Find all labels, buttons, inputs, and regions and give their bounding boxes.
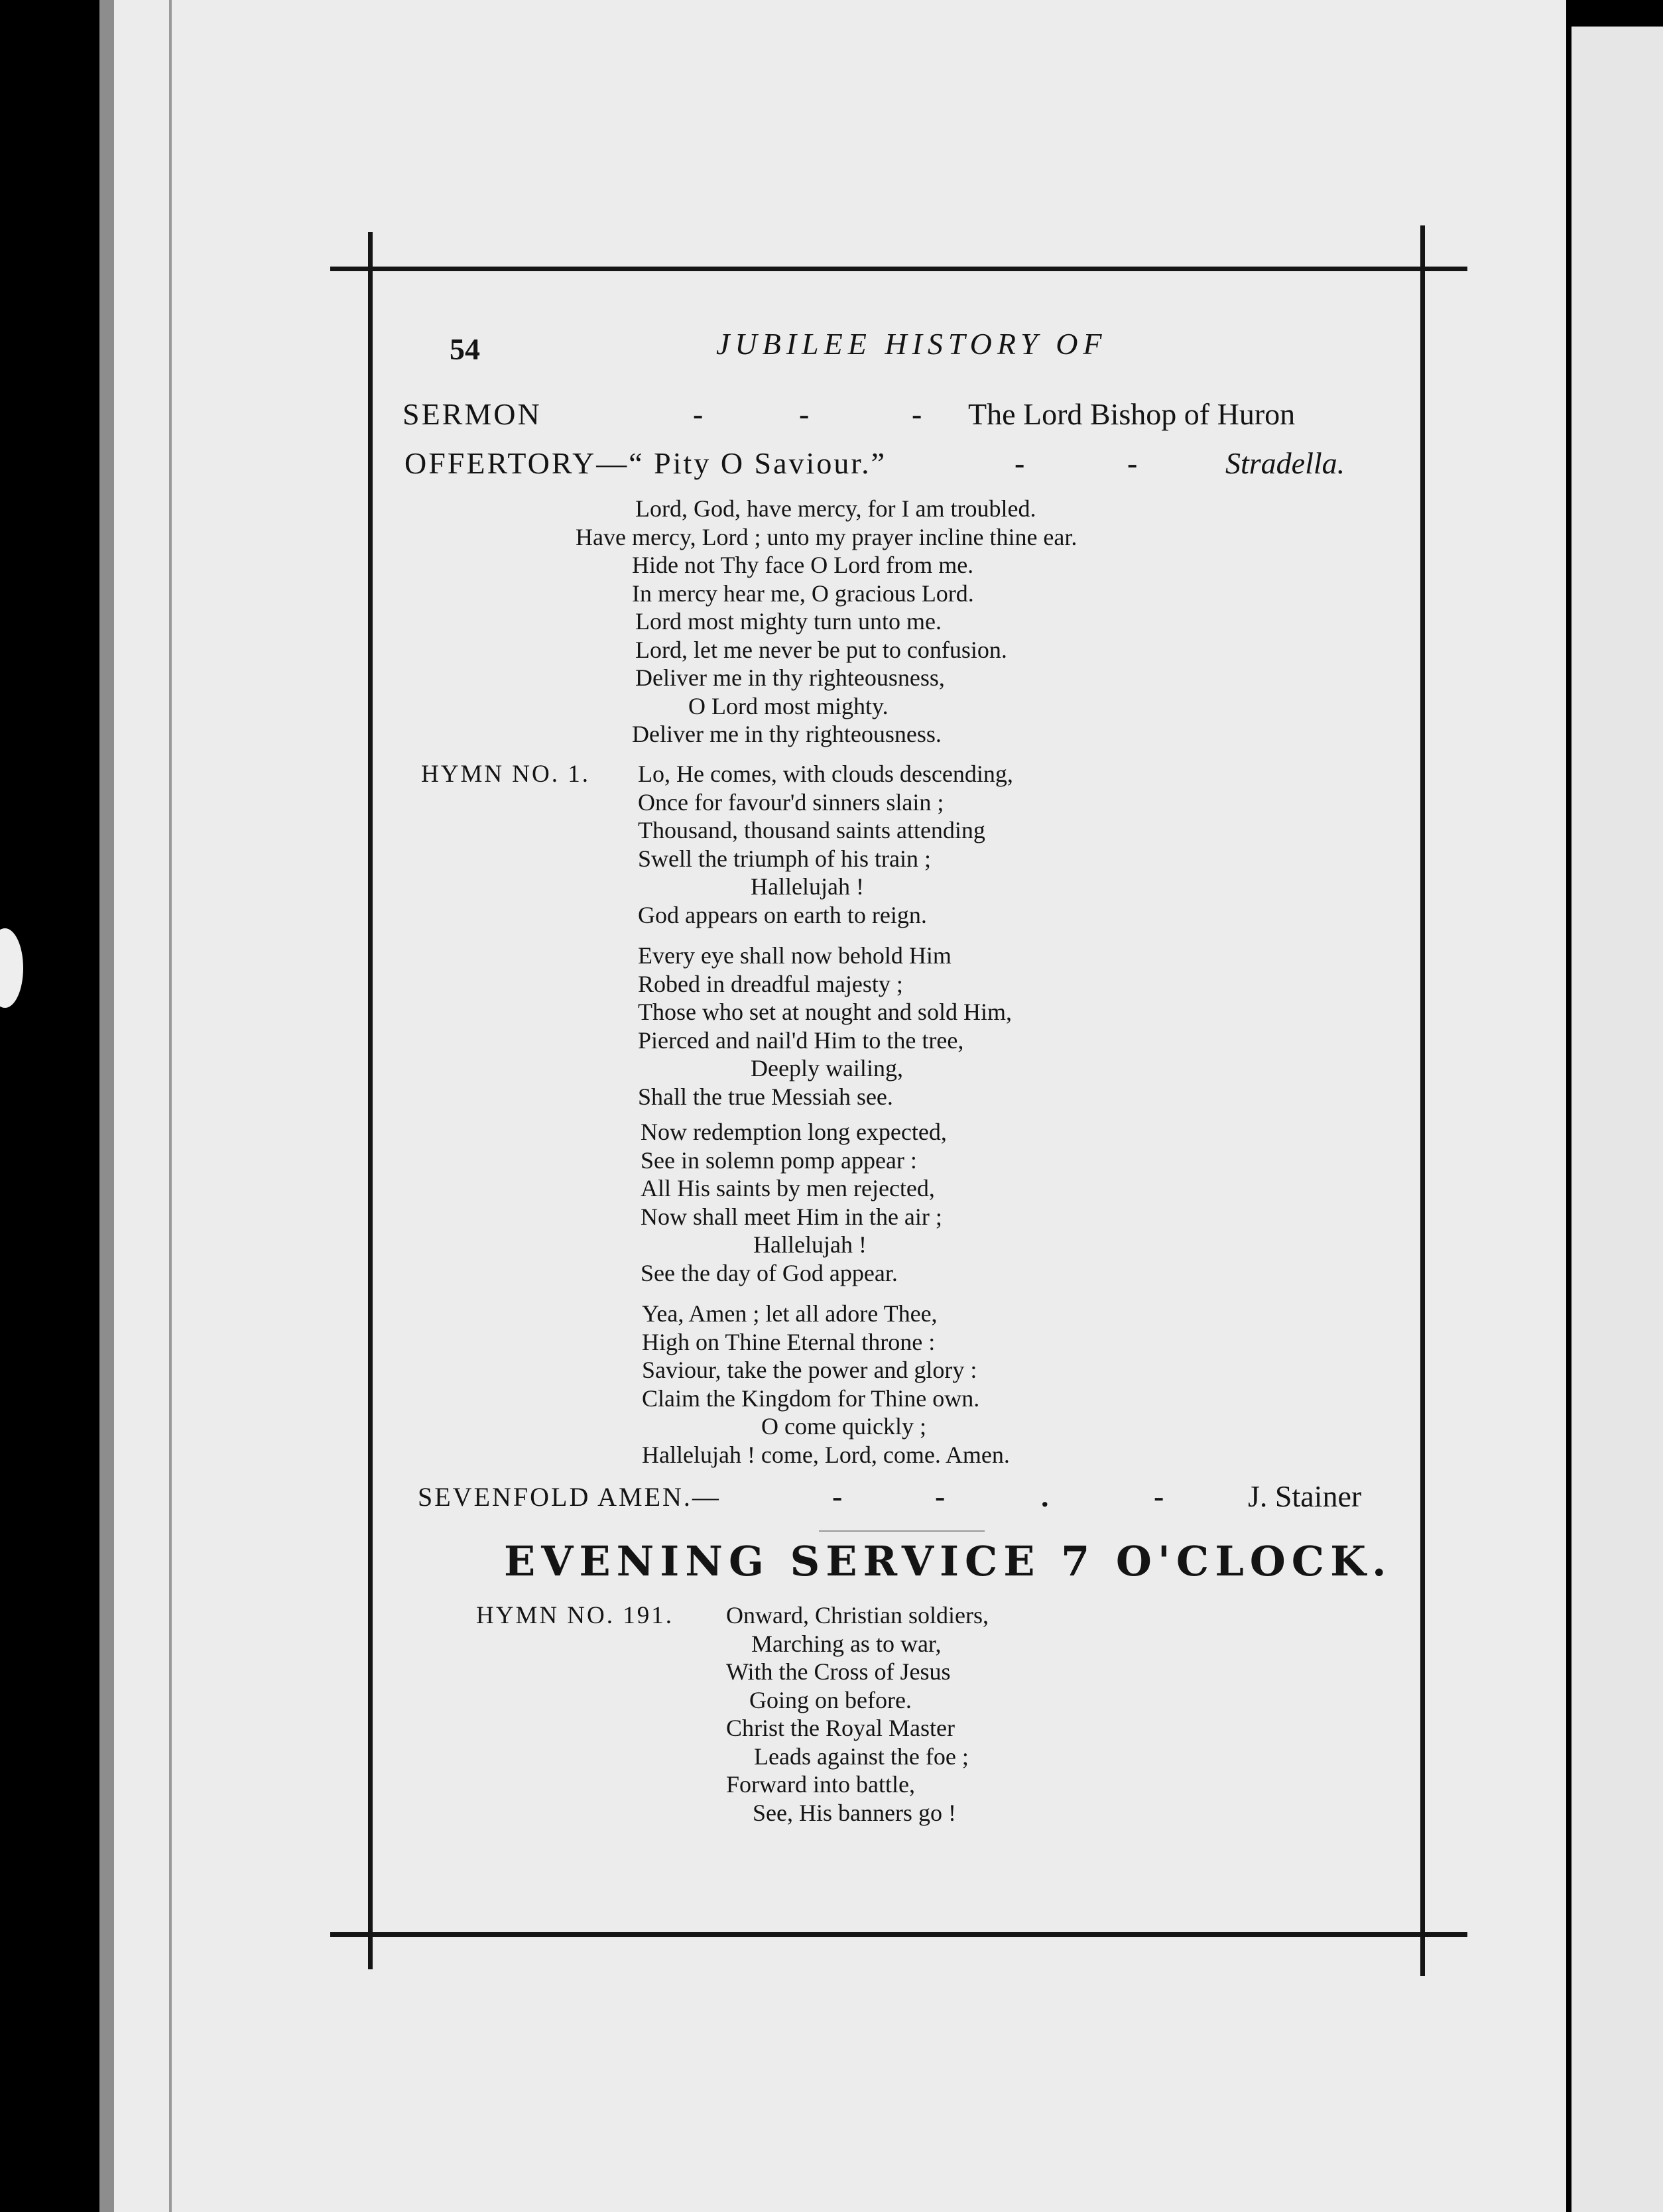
offertory-label: OFFERTORY—“ Pity O Saviour.” xyxy=(404,446,887,480)
verse-line: Those who set at nought and sold Him, xyxy=(638,999,1012,1025)
verse-line: All His saints by men rejected, xyxy=(641,1175,935,1201)
verse-line: Every eye shall now behold Him xyxy=(638,942,952,969)
offertory-text xyxy=(576,495,1077,749)
running-title: JUBILEE HISTORY OF xyxy=(716,327,1107,361)
verse-line: Lord most mighty turn unto me. xyxy=(635,608,942,635)
verse-line: See the day of God appear. xyxy=(641,1259,898,1286)
left-rule xyxy=(368,232,373,1969)
sevenfold-dash: . xyxy=(1041,1479,1049,1513)
verse-line: Pierced and nail'd Him to the tree, xyxy=(638,1026,964,1054)
verse-line: Leads against the foe ; xyxy=(754,1743,969,1770)
verse-line: Deeply wailing, xyxy=(751,1055,903,1081)
verse-line: Claim the Kingdom for Thine own. xyxy=(642,1384,980,1412)
scan-blot xyxy=(0,928,23,1008)
verse-line: Deliver me in thy righteousness. xyxy=(632,721,942,747)
verse-line: Hallelujah ! xyxy=(751,873,864,900)
right-rule xyxy=(1420,225,1425,1976)
sevenfold-dash: - xyxy=(832,1479,843,1513)
verse-line: Hallelujah ! come, Lord, come. Amen. xyxy=(642,1441,1010,1468)
section-divider xyxy=(819,1530,985,1532)
hymn-191-stanza xyxy=(726,1601,989,1827)
verse-line: See, His banners go ! xyxy=(753,1799,956,1826)
offertory-composer: Stradella. xyxy=(1225,446,1345,480)
verse-line: High on Thine Eternal throne : xyxy=(642,1328,936,1355)
offertory-dash: - xyxy=(1015,446,1025,480)
verse-line: Once for favour'd sinners slain ; xyxy=(638,788,944,816)
verse-line: Christ the Royal Master xyxy=(726,1715,955,1741)
verse-line: Hide not Thy face O Lord from me. xyxy=(632,552,974,578)
verse-line: O Lord most mighty. xyxy=(688,692,889,719)
hymn-1-stanza xyxy=(638,942,1012,1111)
verse-line: Saviour, take the power and glory : xyxy=(642,1357,977,1383)
hymn-1-stanza xyxy=(641,1118,947,1287)
hymn-1-label: HYMN NO. 1. xyxy=(421,761,590,788)
verse-line: O come quickly ; xyxy=(761,1413,926,1440)
hymn-1-stanza xyxy=(642,1300,1010,1469)
verse-line: Shall the true Messiah see. xyxy=(638,1083,893,1110)
sermon-dash: - xyxy=(912,397,922,431)
hymn-191-label: HYMN NO. 191. xyxy=(476,1602,674,1629)
page-number: 54 xyxy=(450,332,480,366)
sermon-dash: - xyxy=(799,397,810,431)
sevenfold-amen-label: SEVENFOLD AMEN.— xyxy=(418,1482,721,1512)
verse-line: With the Cross of Jesus xyxy=(726,1658,951,1685)
sevenfold-dash: - xyxy=(935,1479,946,1513)
hymn-1-stanza xyxy=(638,760,1013,929)
verse-line: Hallelujah ! xyxy=(753,1231,867,1258)
verse-line: Marching as to war, xyxy=(751,1630,942,1657)
sermon-label: SERMON xyxy=(402,397,542,431)
verse-line: Deliver me in thy righteousness, xyxy=(635,664,945,691)
evening-service-heading: EVENING SERVICE 7 O'CLOCK. xyxy=(504,1537,1392,1585)
verse-line: Robed in dreadful majesty ; xyxy=(638,970,903,997)
verse-line: Forward into battle, xyxy=(726,1771,915,1798)
facing-page-edge xyxy=(1571,27,1663,2212)
verse-line: Have mercy, Lord ; unto my prayer incline thine ear. xyxy=(576,523,1078,550)
verse-line: Now redemption long expected, xyxy=(641,1119,947,1145)
verse-line: See in solemn pomp appear : xyxy=(641,1146,917,1174)
verse-line: In mercy hear me, O gracious Lord. xyxy=(632,580,974,607)
verse-line: Lord, let me never be put to confusion. xyxy=(635,636,1007,663)
verse-line: Going on before. xyxy=(749,1686,912,1713)
sermon-dash: - xyxy=(693,397,704,431)
verse-line: Onward, Christian soldiers, xyxy=(726,1602,989,1628)
verse-line: Yea, Amen ; let all adore Thee, xyxy=(642,1300,938,1327)
sevenfold-composer: J. Stainer xyxy=(1248,1479,1362,1513)
verse-line: Lo, He comes, with clouds descending, xyxy=(638,761,1013,787)
sevenfold-dash: - xyxy=(1154,1479,1164,1513)
verse-line: Lord, God, have mercy, for I am troubled. xyxy=(635,495,1036,522)
verse-line: Now shall meet Him in the air ; xyxy=(641,1203,942,1230)
verse-line: Swell the triumph of his train ; xyxy=(638,845,931,872)
top-rule xyxy=(330,267,1467,271)
bottom-rule xyxy=(330,1932,1467,1937)
page-fold-line xyxy=(169,0,172,2212)
verse-line: Thousand, thousand saints attending xyxy=(638,817,985,843)
verse-line: God appears on earth to reign. xyxy=(638,901,927,928)
sermon-preacher: The Lord Bishop of Huron xyxy=(968,397,1296,431)
offertory-dash: - xyxy=(1127,446,1138,480)
